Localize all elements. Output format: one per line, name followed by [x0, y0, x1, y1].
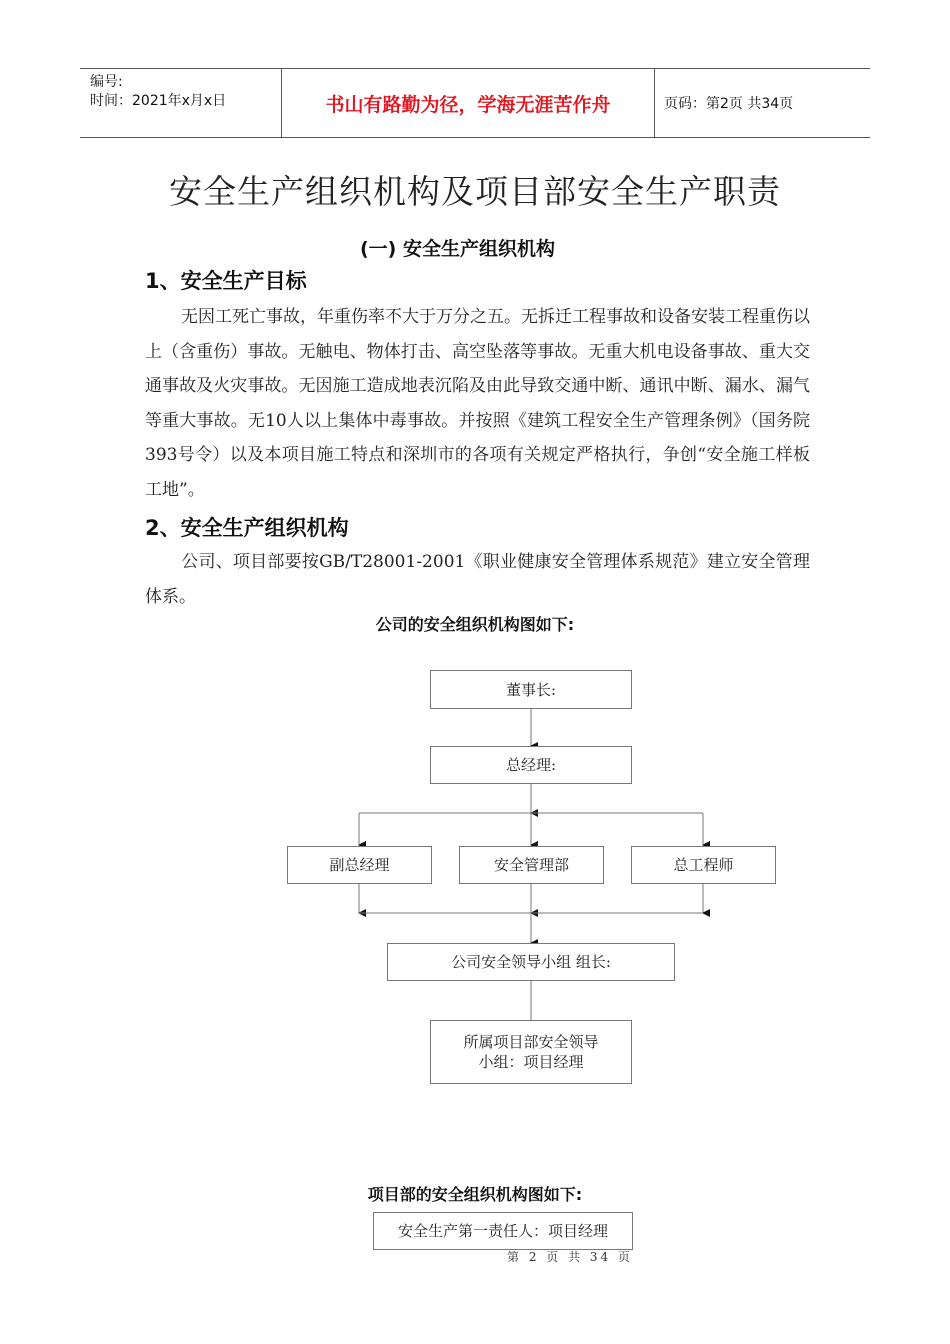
node-project-group-line2: 小组：项目经理	[478, 1053, 584, 1071]
node-general-manager: 总经理:	[430, 746, 632, 784]
project-chart-caption: 项目部的安全组织机构图如下:	[367, 1185, 583, 1204]
company-chart-caption: 公司的安全组织机构图如下:	[375, 615, 575, 634]
node-first-responsible: 安全生产第一责任人：项目经理	[373, 1212, 633, 1250]
header-page-info: 页码：第2页 共34页	[664, 96, 794, 112]
node-deputy-gm: 副总经理	[287, 846, 432, 884]
section-subtitle: (一) 安全生产组织机构	[360, 238, 555, 260]
node-project-group-line1: 所属项目部安全领导	[463, 1033, 599, 1051]
section1-text: 无因工死亡事故，年重伤率不大于万分之五。无拆迁工程事故和设备安装工程重伤以上（含重伤）事故。无触电、物体打击、高空坠落等事故。无重大机电设备事故、重大交通事故及火灾事故。无因施工造成地表沉陷及由此导致交通中断、通讯中断、漏水、漏气等重大事故。无10人以上集体中毒事故。并按照《建筑工程安全生产管理条例》（国务院393号令）以及本项目施工特点和深圳市的各项有关规定严格执行，争创“安全施工样板工地”。	[145, 307, 810, 500]
section2-text: 公司、项目部要按GB/T28001-2001《职业健康安全管理体系规范》建立安全管理体系。	[145, 552, 810, 607]
node-chief-engineer: 总工程师	[631, 846, 776, 884]
section2-heading: 2、安全生产组织机构	[145, 516, 349, 540]
page-footer: 第 2 页 共 34 页	[507, 1250, 633, 1264]
node-project-group	[430, 1020, 632, 1084]
number-label: 编号:	[90, 74, 123, 90]
page-title: 安全生产组织机构及项目部安全生产职责	[169, 172, 781, 211]
node-safety-group: 公司安全领导小组 组长:	[387, 943, 675, 981]
node-safety-dept: 安全管理部	[459, 846, 604, 884]
node-chairman: 董事长:	[430, 670, 632, 709]
header-motto: 书山有路勤为径，学海无涯苦作舟	[325, 93, 611, 116]
time-label: 时间：2021年x月x日	[90, 93, 227, 109]
section1-heading: 1、安全生产目标	[145, 269, 307, 293]
